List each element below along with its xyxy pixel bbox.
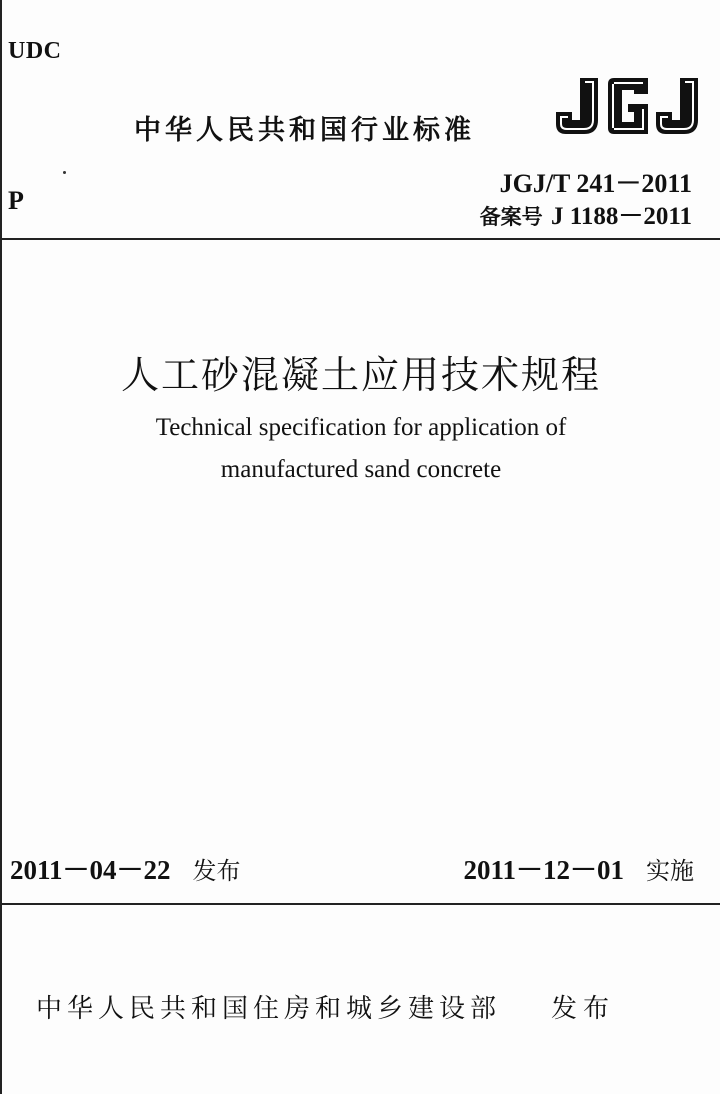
effective-label: 实施 <box>646 857 694 885</box>
publisher-name: 中华人民共和国住房和城乡建设部 <box>36 994 502 1024</box>
jgj-logo <box>552 74 704 138</box>
jgj-logo-mark <box>556 78 698 134</box>
issue-date: 2011－04－22 <box>10 855 171 885</box>
industry-standard-heading: 中华人民共和国行业标准 <box>134 115 475 146</box>
speck-dot <box>63 171 66 174</box>
record-number-line <box>480 196 692 232</box>
effective-date: 2011－12－01 <box>463 855 624 885</box>
issue-label: 发布 <box>192 857 241 885</box>
publisher-action: 发布 <box>551 994 616 1024</box>
title-english-line2: manufactured sand concrete <box>220 456 502 483</box>
standard-code: JGJ/T 241－2011 <box>499 169 692 198</box>
footer-divider <box>2 903 720 905</box>
header-divider <box>2 238 720 240</box>
udc-label: UDC <box>8 38 62 64</box>
title-chinese: 人工砂混凝土应用技术规程 <box>120 353 601 397</box>
classification-code: P <box>8 186 24 215</box>
record-number-label: 备案号 <box>479 205 543 229</box>
effective-date-block <box>463 848 694 887</box>
issue-date-block <box>10 848 241 887</box>
title-english-line1: Technical specification for application of <box>155 414 567 441</box>
publisher-line <box>36 988 615 1025</box>
record-number: J 1188－2011 <box>551 203 692 230</box>
